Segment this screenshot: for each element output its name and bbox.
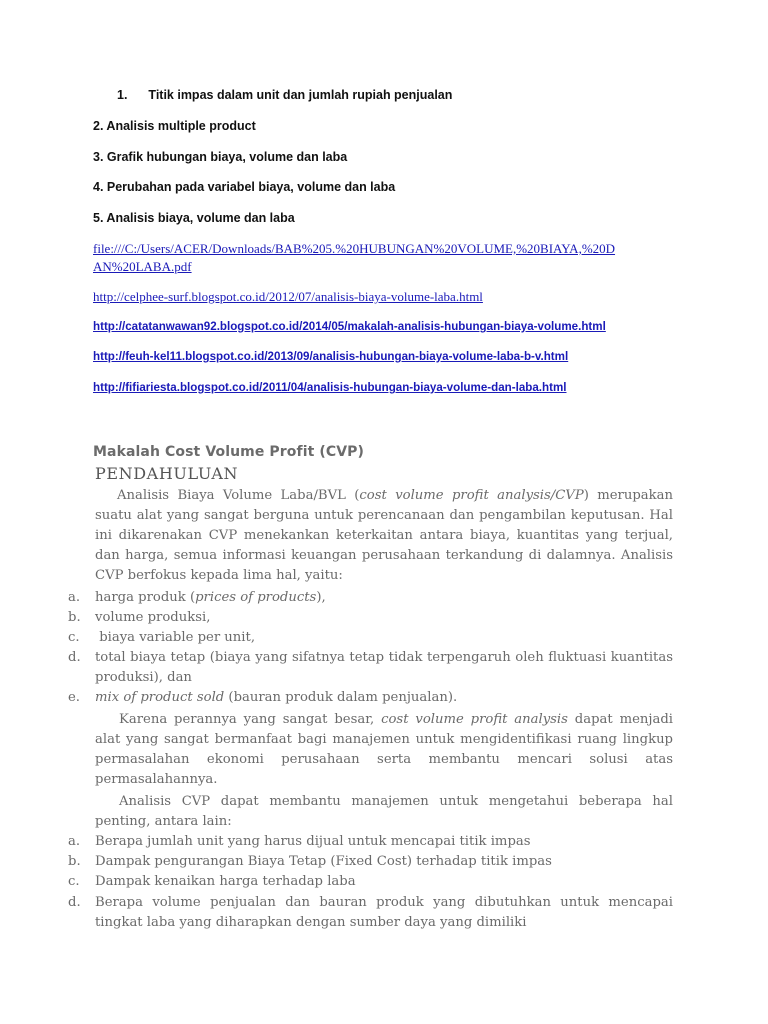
numbered-item-text: Titik impas dalam unit dan jumlah rupiah penjualan: [148, 88, 453, 102]
focus-item-label: b.: [68, 610, 81, 625]
focus-item-c: biaya variable per unit,: [95, 630, 256, 645]
benefit-item-b: Dampak pengurangan Biaya Tetap (Fixed Cost) terhadap titik impas: [95, 854, 552, 869]
article-title: Makalah Cost Volume Profit (CVP): [93, 444, 365, 460]
focus-item-e: mix of product sold (bauran produk dalam penjualan).: [95, 690, 458, 705]
intro-paragraph: [95, 486, 673, 586]
intro-text-em: cost volume profit analysis/CVP: [359, 488, 584, 503]
focus-item-b: volume produksi,: [95, 610, 211, 625]
numbered-item-4: 4. Perubahan pada variabel biaya, volume dan laba: [93, 180, 396, 194]
focus-item-label: d.: [68, 650, 81, 665]
intro-text-b: ) merupakan suatu alat yang sangat berguna untuk perencanaan dan pengambilan keputusan. Hal ini dikarenakan CVP menekankan keterkaitan antara biaya, kuantitas yang terjual, dan harga, semua informasi keuangan perusahaan terkandung di dalamnya. Analisis CVP berfokus kepada lima hal, yaitu:: [95, 488, 673, 583]
numbered-item-number: 1.: [117, 88, 128, 102]
benefit-item-a: Berapa jumlah unit yang harus dijual untuk mencapai titik impas: [95, 834, 531, 849]
intro-text-a: Analisis Biaya Volume Laba/BVL (: [117, 488, 360, 503]
benefit-item-c: Dampak kenaikan harga terhadap laba: [95, 874, 356, 889]
benefit-item-label: c.: [68, 874, 80, 889]
numbered-item-2: 2. Analisis multiple product: [93, 119, 256, 133]
focus-item-d: total biaya tetap (biaya yang sifatnya tetap tidak terpengaruh oleh fluktuasi kuantitas produksi), dan: [95, 650, 673, 685]
benefit-item-label: d.: [68, 895, 81, 910]
focus-item-label: c.: [68, 630, 80, 645]
link-fifiariesta[interactable]: http://fifiariesta.blogspot.co.id/2011/04/analisis-hubungan-biaya-volume-dan-laba.html: [93, 381, 567, 394]
link-catatanwawan[interactable]: http://catatanwawan92.blogspot.co.id/2014/05/makalah-analisis-hubungan-biaya-volume.html: [93, 320, 606, 333]
benefit-item-label: b.: [68, 854, 81, 869]
file-link-line-1[interactable]: file:///C:/Users/ACER/Downloads/BAB%205.%20HUBUNGAN%20VOLUME,%20BIAYA,%20D: [93, 241, 616, 256]
numbered-item-1: [117, 88, 452, 102]
benefit-item-label: a.: [68, 834, 81, 849]
link-celphee[interactable]: http://celphee-surf.blogspot.co.id/2012/07/analisis-biaya-volume-laba.html: [93, 289, 483, 304]
numbered-item-5: 5. Analisis biaya, volume dan laba: [93, 211, 295, 225]
section-heading: PENDAHULUAN: [95, 464, 239, 483]
focus-item-a: harga produk (prices of products),: [95, 590, 326, 605]
paragraph-2: Karena perannya yang sangat besar, cost volume profit analysis dapat menjadi alat yang sangat bermanfaat bagi manajemen untuk mengidentifikasi ruang lingkup permasalahan ekonomi perusahaan serta membantu mencari solusi atas permasalahannya.: [95, 712, 673, 787]
numbered-item-3: 3. Grafik hubungan biaya, volume dan laba: [93, 150, 348, 164]
paragraph-3: Analisis CVP dapat membantu manajemen untuk mengetahui beberapa hal penting, antara lain:: [95, 794, 673, 829]
focus-item-label: e.: [68, 690, 80, 705]
link-feuh[interactable]: http://feuh-kel11.blogspot.co.id/2013/09/analisis-hubungan-biaya-volume-laba-b-v.html: [93, 350, 569, 363]
file-link-line-2[interactable]: AN%20LABA.pdf: [93, 259, 192, 274]
focus-item-label: a.: [68, 590, 81, 605]
benefit-item-d: Berapa volume penjualan dan bauran produk yang dibutuhkan untuk mencapai tingkat laba yang diharapkan dengan sumber daya yang dimiliki: [95, 895, 673, 930]
